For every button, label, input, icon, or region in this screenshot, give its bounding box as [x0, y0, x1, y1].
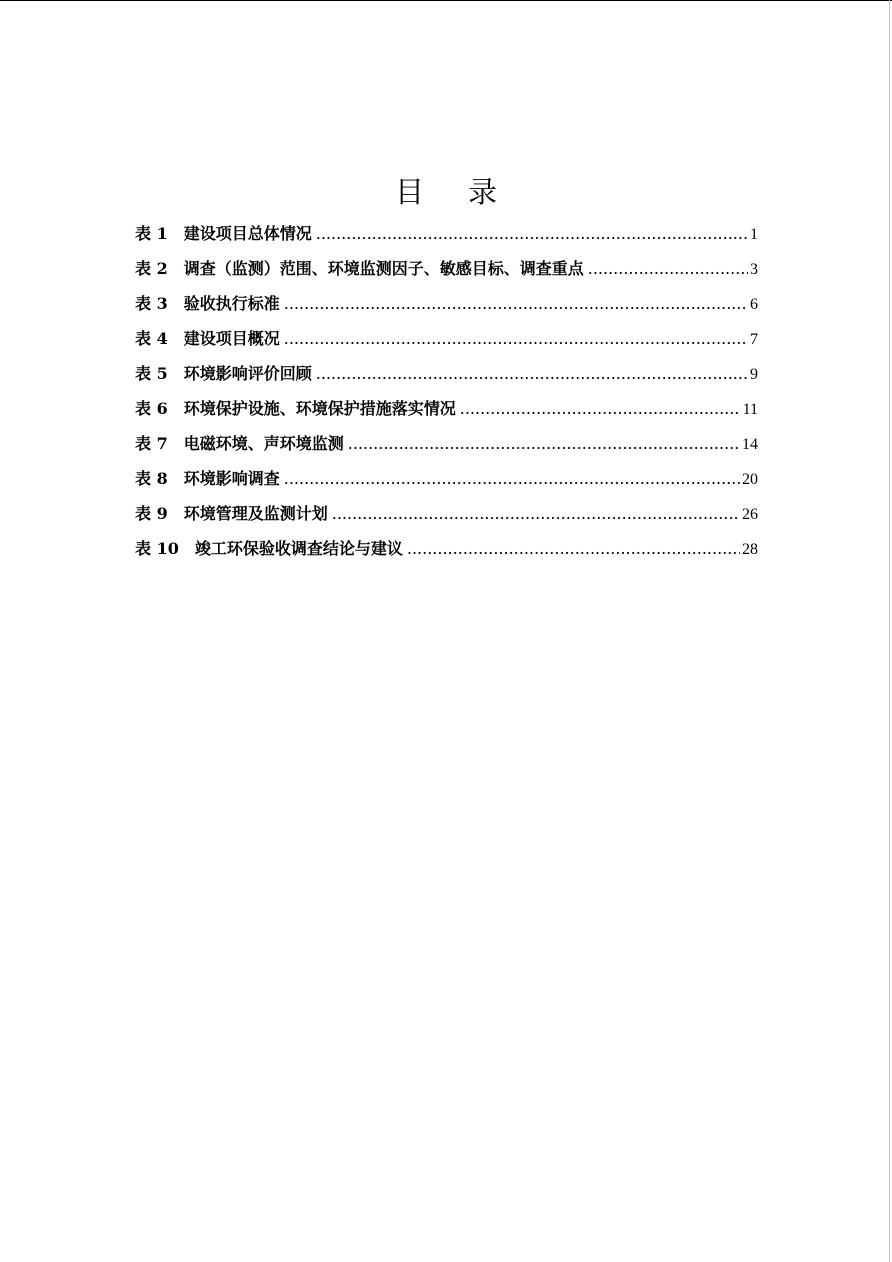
toc-entry-label: 竣工环保验收调查结论与建议: [194, 539, 403, 558]
toc-dot-leader: [588, 254, 748, 284]
page-title: [0, 172, 892, 212]
toc-entry-label: 建设项目总体情况: [183, 224, 312, 243]
toc-entry-number: 表 1: [135, 224, 168, 243]
toc-entry-page: 20: [742, 471, 758, 488]
toc-dot-leader: [284, 324, 748, 354]
toc-entry-label: 环境保护设施、环境保护措施落实情况: [183, 399, 456, 418]
toc-dot-leader: [316, 359, 748, 389]
toc-entry-label: 环境管理及监测计划: [183, 504, 328, 523]
toc-entry[interactable]: [135, 429, 758, 464]
toc-dot-leader: [316, 219, 748, 249]
table-of-contents: [135, 219, 758, 569]
toc-entry-number: 表 9: [135, 504, 168, 523]
toc-entry-label: 电磁环境、声环境监测: [183, 434, 344, 453]
toc-dot-leader: [460, 394, 741, 424]
toc-entry-label: 建设项目概况: [183, 329, 280, 348]
toc-entry-number: 表 10: [135, 539, 179, 558]
toc-entry[interactable]: [135, 464, 758, 499]
toc-entry-page: 9: [750, 366, 758, 383]
toc-dot-leader: [284, 464, 740, 494]
toc-entry-label: 环境影响评价回顾: [183, 364, 312, 383]
toc-entry-number: 表 5: [135, 364, 168, 383]
toc-entry[interactable]: [135, 394, 758, 429]
title-char-2: 录: [468, 175, 498, 209]
top-border-line: [0, 0, 892, 1]
toc-entry-page: 7: [750, 331, 758, 348]
toc-entry-page: 1: [750, 226, 758, 243]
toc-entry-page: 28: [742, 541, 758, 558]
toc-entry[interactable]: [135, 359, 758, 394]
toc-entry-page: 11: [742, 401, 758, 418]
toc-dot-leader: [284, 289, 748, 319]
toc-entry-number: 表 6: [135, 399, 168, 418]
toc-dot-leader: [332, 499, 740, 529]
toc-entry[interactable]: [135, 254, 758, 289]
toc-entry[interactable]: [135, 289, 758, 324]
toc-entry[interactable]: [135, 324, 758, 359]
toc-entry-label: 环境影响调查: [183, 469, 280, 488]
toc-entry-label: 调查（监测）范围、环境监测因子、敏感目标、调查重点: [183, 259, 584, 278]
toc-entry-number: 表 8: [135, 469, 168, 488]
toc-entry-page: 6: [750, 296, 758, 313]
toc-entry-number: 表 3: [135, 294, 168, 313]
toc-entry[interactable]: [135, 219, 758, 254]
toc-entry[interactable]: [135, 534, 758, 569]
toc-entry-label: 验收执行标准: [183, 294, 280, 313]
toc-entry[interactable]: [135, 499, 758, 534]
toc-entry-number: 表 4: [135, 329, 168, 348]
title-char-1: 目: [394, 175, 424, 209]
toc-entry-page: 3: [750, 261, 758, 278]
toc-entry-number: 表 2: [135, 259, 168, 278]
toc-dot-leader: [407, 534, 740, 564]
toc-dot-leader: [348, 429, 740, 459]
toc-entry-page: 26: [742, 506, 758, 523]
toc-entry-number: 表 7: [135, 434, 168, 453]
toc-entry-page: 14: [742, 436, 758, 453]
